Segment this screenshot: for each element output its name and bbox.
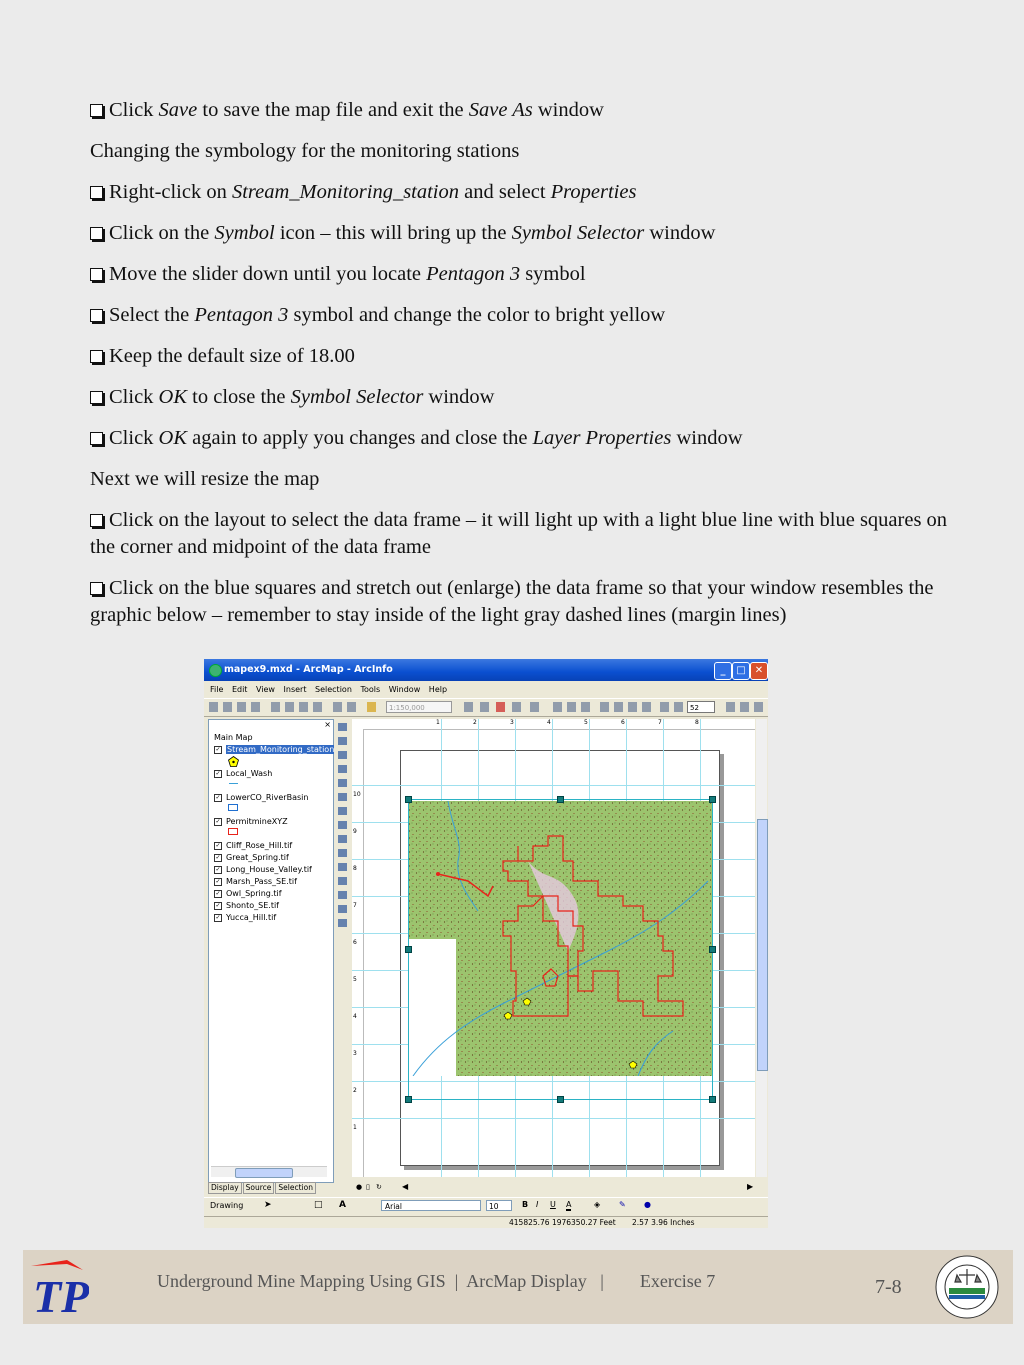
- ruler-tick-label: 9: [353, 828, 357, 835]
- map-scale-box[interactable]: 1:150,000: [386, 701, 452, 713]
- ruler-tick-label: 3: [510, 719, 514, 726]
- checkbox-bullet-icon: [90, 432, 103, 445]
- instruction-item: [90, 575, 960, 629]
- checkbox-bullet-icon: [90, 582, 103, 595]
- toc-layer-raster[interactable]: [214, 841, 292, 850]
- toc-layer-raster[interactable]: [214, 853, 289, 862]
- ruler-tick-label: 1: [436, 719, 440, 726]
- pentagon-symbol-icon[interactable]: [228, 756, 239, 767]
- toc-dataframe-name[interactable]: Main Map: [214, 733, 253, 742]
- emphasized-term: Pentagon 3: [426, 263, 521, 285]
- instruction-text: icon – this will bring up the: [274, 222, 512, 244]
- emphasized-term: OK: [158, 386, 188, 408]
- checkbox-bullet-icon: [90, 514, 103, 527]
- select-elements-icon[interactable]: [338, 863, 347, 871]
- window-title: mapex9.mxd - ArcMap - ArcInfo: [224, 664, 393, 675]
- table-of-contents: [208, 719, 334, 1183]
- command-line-icon[interactable]: [512, 702, 521, 712]
- resize-handle[interactable]: [405, 1096, 412, 1103]
- line-symbol-icon[interactable]: [229, 783, 238, 784]
- instruction-text: Changing the symbology for the monitoring stations: [90, 140, 520, 162]
- toc-layer-raster[interactable]: [214, 901, 279, 910]
- instruction-text: Keep the default size of 18.00: [109, 345, 355, 367]
- instruction-text: Click: [109, 386, 159, 408]
- instruction-item: [90, 220, 960, 247]
- drawing-toolbar: [204, 1197, 768, 1215]
- redo-icon[interactable]: [347, 702, 356, 712]
- ruler-tick-label: 7: [353, 902, 357, 909]
- layer-name: Yucca_Hill.tif: [226, 913, 277, 922]
- font-name-select[interactable]: Arial: [381, 1200, 481, 1211]
- tab-selection[interactable]: Selection: [275, 1182, 316, 1194]
- instruction-text: Click on the blue squares and stretch out (enlarge) the data frame so that your window resembles the graphic below – remember to stay inside of the light gray dashed lines (margin lines): [90, 577, 934, 626]
- tab-source[interactable]: Source: [243, 1182, 275, 1194]
- find-icon[interactable]: [338, 891, 347, 899]
- layer-checkbox[interactable]: ✓: [215, 877, 221, 885]
- menu-selection[interactable]: Selection: [315, 685, 352, 694]
- ruler-tick-label: 3: [353, 1050, 357, 1057]
- undo-icon[interactable]: [333, 702, 342, 712]
- maximize-button[interactable]: □: [732, 662, 750, 680]
- menu-help[interactable]: Help: [428, 685, 448, 694]
- layer-name: PermitmineXYZ: [226, 817, 288, 826]
- rectangle-icon[interactable]: □: [314, 1200, 323, 1210]
- instruction-text: Click on the: [109, 222, 215, 244]
- instruction-text: to close the: [187, 386, 291, 408]
- copy-icon[interactable]: [285, 702, 294, 712]
- resize-handle[interactable]: [405, 946, 412, 953]
- new-icon[interactable]: [209, 702, 218, 712]
- ruler-tick-label: 8: [695, 719, 699, 726]
- instruction-text: window: [532, 99, 604, 121]
- arctoolbox-icon[interactable]: [480, 702, 489, 712]
- emphasized-term: Stream_Monitoring_station: [231, 181, 460, 203]
- checkbox-bullet-icon: [90, 104, 103, 117]
- scroll-right-icon[interactable]: ▶: [747, 1182, 754, 1191]
- menu-view[interactable]: View: [255, 685, 275, 694]
- layer-checkbox[interactable]: ✓: [215, 889, 221, 897]
- close-button[interactable]: ✕: [750, 662, 768, 680]
- resize-handle[interactable]: [709, 1096, 716, 1103]
- fixed-zoom-out-icon[interactable]: [338, 765, 347, 773]
- select-features-icon[interactable]: [338, 849, 347, 857]
- toc-layer-raster[interactable]: [214, 889, 282, 898]
- editor-icon[interactable]: [464, 702, 473, 712]
- focus-data-frame-icon[interactable]: [740, 702, 749, 712]
- emphasized-term: Symbol: [214, 222, 275, 244]
- instruction-item: [90, 179, 960, 206]
- toolbox-icon[interactable]: [496, 702, 505, 712]
- layer-checkbox[interactable]: ✓: [215, 913, 221, 921]
- instruction-text: window: [423, 386, 495, 408]
- guide-line[interactable]: [352, 785, 755, 786]
- horizontal-ruler: [352, 719, 755, 730]
- layer-checkbox[interactable]: ✓: [215, 769, 221, 777]
- zoom-in-icon[interactable]: [338, 723, 347, 731]
- layer-name: LowerCO_RiverBasin: [226, 793, 309, 802]
- instruction-text: Click: [109, 99, 159, 121]
- ruler-tick-label: 6: [621, 719, 625, 726]
- select-pointer-icon[interactable]: ➤: [264, 1200, 272, 1210]
- toc-hscroll[interactable]: [211, 1166, 327, 1177]
- pan-icon[interactable]: [338, 779, 347, 787]
- ruler-tick-label: 1: [353, 1124, 357, 1131]
- cut-icon[interactable]: [271, 702, 280, 712]
- help-icon[interactable]: [530, 702, 539, 712]
- checkbox-bullet-icon: [90, 391, 103, 404]
- measure-icon[interactable]: [338, 905, 347, 913]
- full-extent-icon[interactable]: [338, 793, 347, 801]
- zoom-out-fixed-icon[interactable]: [567, 702, 576, 712]
- line-color-icon[interactable]: ✎: [619, 1200, 626, 1209]
- status-bar: [204, 1216, 768, 1228]
- zoom-extent-icon[interactable]: [642, 702, 651, 712]
- doi-osm-seal: [935, 1255, 999, 1319]
- ruler-tick-label: 2: [353, 1087, 357, 1094]
- layer-checkbox[interactable]: ✓: [215, 865, 221, 873]
- status-page-coordinates: 2.57 3.96 Inches: [632, 1218, 695, 1227]
- instruction-item: [90, 261, 960, 288]
- instruction-text: to save the map file and exit the: [197, 99, 469, 121]
- refresh-icon[interactable]: ↻: [376, 1183, 382, 1191]
- instruction-text: Click: [109, 427, 159, 449]
- forward-extent-icon[interactable]: [674, 702, 683, 712]
- instruction-item: [90, 384, 960, 411]
- layer-name: Owl_Spring.tif: [226, 889, 282, 898]
- ruler-tick-label: 8: [353, 865, 357, 872]
- emphasized-term: Save As: [468, 99, 533, 121]
- status-map-coordinates: 415825.76 1976350.27 Feet: [509, 1218, 616, 1227]
- menu-insert[interactable]: Insert: [283, 685, 307, 694]
- instruction-text: again to apply you changes and close the: [187, 427, 533, 449]
- toc-layer-stream[interactable]: [214, 745, 335, 754]
- emphasized-term: Symbol Selector: [290, 386, 424, 408]
- font-color-icon[interactable]: A: [566, 1200, 572, 1209]
- checkbox-bullet-icon: [90, 186, 103, 199]
- resize-handle[interactable]: [709, 946, 716, 953]
- resize-handle[interactable]: [557, 1096, 564, 1103]
- window-titlebar: [204, 659, 768, 681]
- instruction-text: window: [671, 427, 743, 449]
- instruction-item: [90, 466, 960, 493]
- arcmap-app-icon: [209, 664, 222, 677]
- paste-icon[interactable]: [299, 702, 308, 712]
- toc-layer-permit[interactable]: [214, 817, 288, 826]
- marker-color-icon[interactable]: ●: [644, 1200, 651, 1209]
- zoom-page-in-icon[interactable]: [614, 702, 623, 712]
- underline-icon[interactable]: U: [550, 1200, 556, 1209]
- resize-handle[interactable]: [405, 796, 412, 803]
- ruler-tick-label: 4: [353, 1013, 357, 1020]
- layout-vscroll-thumb[interactable]: [757, 819, 768, 1071]
- instruction-item: [90, 138, 960, 165]
- layout-bottom-bar: [352, 1181, 767, 1194]
- font-size-select[interactable]: 10: [486, 1200, 512, 1211]
- open-icon[interactable]: [223, 702, 232, 712]
- resize-handle[interactable]: [709, 796, 716, 803]
- ruler-tick-label: 5: [353, 976, 357, 983]
- instruction-text: Select the: [109, 304, 195, 326]
- layout-view-icon[interactable]: ▯: [366, 1183, 370, 1191]
- layer-checkbox[interactable]: ✓: [215, 817, 221, 825]
- layer-name: Local_Wash: [226, 769, 273, 778]
- layer-name: Shonto_SE.tif: [226, 901, 279, 910]
- layer-name: Stream_Monitoring_station: [227, 745, 335, 754]
- instruction-text: Right-click on: [109, 181, 232, 203]
- ruler-tick-label: 2: [473, 719, 477, 726]
- emphasized-term: Pentagon 3: [194, 304, 289, 326]
- instruction-text: Next we will resize the map: [90, 468, 320, 490]
- layer-checkbox[interactable]: ✓: [215, 793, 221, 801]
- tools-toolbar: [334, 719, 351, 1181]
- toc-layer-localwash[interactable]: [214, 769, 272, 778]
- layer-name: Marsh_Pass_SE.tif: [226, 877, 297, 886]
- back-arrow-icon[interactable]: [338, 821, 347, 829]
- layer-checkbox[interactable]: ✓: [215, 853, 221, 861]
- menu-bar: [204, 682, 768, 697]
- ruler-tick-label: 5: [584, 719, 588, 726]
- checkbox-bullet-icon: [90, 268, 103, 281]
- instruction-item: [90, 343, 960, 370]
- toc-hscroll-thumb[interactable]: [235, 1168, 293, 1178]
- resize-handle[interactable]: [557, 796, 564, 803]
- italic-icon[interactable]: I: [536, 1200, 539, 1209]
- data-view-icon[interactable]: ●: [356, 1183, 363, 1191]
- toc-layer-raster[interactable]: [214, 913, 276, 922]
- instruction-item: [90, 302, 960, 329]
- data-frame-selection[interactable]: [408, 799, 713, 1100]
- add-data-icon[interactable]: [367, 702, 376, 712]
- zoom-out-icon[interactable]: [338, 737, 347, 745]
- footer-caption: Underground Mine Mapping Using GIS | ArcMap Display | Exercise 7: [157, 1271, 716, 1291]
- polygon-symbol-icon[interactable]: [228, 804, 238, 811]
- drawing-menu[interactable]: Drawing: [210, 1201, 244, 1210]
- emphasized-term: Symbol Selector: [511, 222, 645, 244]
- menu-edit[interactable]: Edit: [231, 685, 248, 694]
- guide-line[interactable]: [352, 1118, 755, 1119]
- instruction-text: Click on the layout to select the data frame – it will light up with a light blue line with blue squares on the corner and midpoint of the data frame: [90, 509, 948, 558]
- instruction-item: [90, 97, 960, 124]
- arcmap-screenshot: [204, 659, 768, 1228]
- toggle-draft-icon[interactable]: [726, 702, 735, 712]
- back-extent-icon[interactable]: [660, 702, 669, 712]
- instruction-list: [90, 97, 960, 643]
- instruction-text: and select: [459, 181, 551, 203]
- vertical-ruler: [352, 729, 364, 1177]
- layout-vscroll[interactable]: [756, 719, 767, 1177]
- identify-icon[interactable]: [338, 877, 347, 885]
- page-number: 7-8: [875, 1276, 902, 1298]
- emphasized-term: Properties: [550, 181, 637, 203]
- zoom-whole-page-icon[interactable]: [581, 702, 590, 712]
- layer-checkbox[interactable]: ✓: [215, 901, 221, 909]
- toc-tabs: [208, 1182, 332, 1194]
- toc-close-icon[interactable]: ×: [324, 720, 331, 729]
- emphasized-term: Save: [158, 99, 198, 121]
- ruler-tick-label: 6: [353, 939, 357, 946]
- instruction-text: Move the slider down until you locate: [109, 263, 427, 285]
- svg-text:TP: TP: [33, 1271, 89, 1318]
- ruler-tick-label: 7: [658, 719, 662, 726]
- globe-icon[interactable]: [338, 807, 347, 815]
- layer-name: Great_Spring.tif: [226, 853, 289, 862]
- zoom-100-icon[interactable]: [600, 702, 609, 712]
- zoom-page-out-icon[interactable]: [628, 702, 637, 712]
- ruler-tick-label: 4: [547, 719, 551, 726]
- polygon-symbol-icon[interactable]: [228, 828, 238, 835]
- standard-toolbar: [204, 698, 768, 717]
- menu-file[interactable]: File: [210, 685, 224, 694]
- checkbox-bullet-icon: [90, 227, 103, 240]
- tips-logo: [27, 1256, 89, 1318]
- layer-checkbox[interactable]: ✓: [215, 841, 221, 849]
- delete-icon[interactable]: [313, 702, 322, 712]
- layer-name: Cliff_Rose_Hill.tif: [226, 841, 293, 850]
- save-icon[interactable]: [237, 702, 246, 712]
- instruction-text: symbol and change the color to bright yellow: [288, 304, 666, 326]
- instruction-text: window: [644, 222, 716, 244]
- zoom-percent-box[interactable]: 52: [687, 701, 715, 713]
- layer-checkbox[interactable]: ✓: [215, 745, 221, 753]
- hyperlink-icon[interactable]: [338, 919, 347, 927]
- change-layout-icon[interactable]: [754, 702, 763, 712]
- fill-color-icon[interactable]: ◈: [594, 1200, 601, 1209]
- print-icon[interactable]: [251, 702, 260, 712]
- checkbox-bullet-icon: [90, 309, 103, 322]
- text-icon[interactable]: A: [339, 1200, 346, 1210]
- fixed-zoom-in-icon[interactable]: [338, 751, 347, 759]
- slide-footer: [23, 1250, 1013, 1324]
- bold-icon[interactable]: B: [522, 1200, 529, 1209]
- emphasized-term: OK: [158, 427, 188, 449]
- menu-window[interactable]: Window: [388, 685, 421, 694]
- toc-layer-raster[interactable]: [214, 877, 297, 886]
- tab-display[interactable]: Display: [208, 1182, 242, 1194]
- instruction-item: [90, 507, 960, 561]
- scroll-left-icon[interactable]: ◀: [402, 1182, 409, 1191]
- forward-arrow-icon[interactable]: [338, 835, 347, 843]
- checkbox-bullet-icon: [90, 350, 103, 363]
- toc-layer-raster[interactable]: [214, 865, 312, 874]
- zoom-in-fixed-icon[interactable]: [553, 702, 562, 712]
- emphasized-term: Layer Properties: [532, 427, 672, 449]
- minimize-button[interactable]: _: [714, 662, 732, 680]
- ruler-tick-label: 10: [353, 791, 361, 798]
- instruction-text: symbol: [520, 263, 586, 285]
- instruction-item: [90, 425, 960, 452]
- toc-layer-basin[interactable]: [214, 793, 308, 802]
- menu-tools[interactable]: Tools: [360, 685, 381, 694]
- layer-name: Long_House_Valley.tif: [226, 865, 312, 874]
- layout-view[interactable]: [352, 719, 755, 1177]
